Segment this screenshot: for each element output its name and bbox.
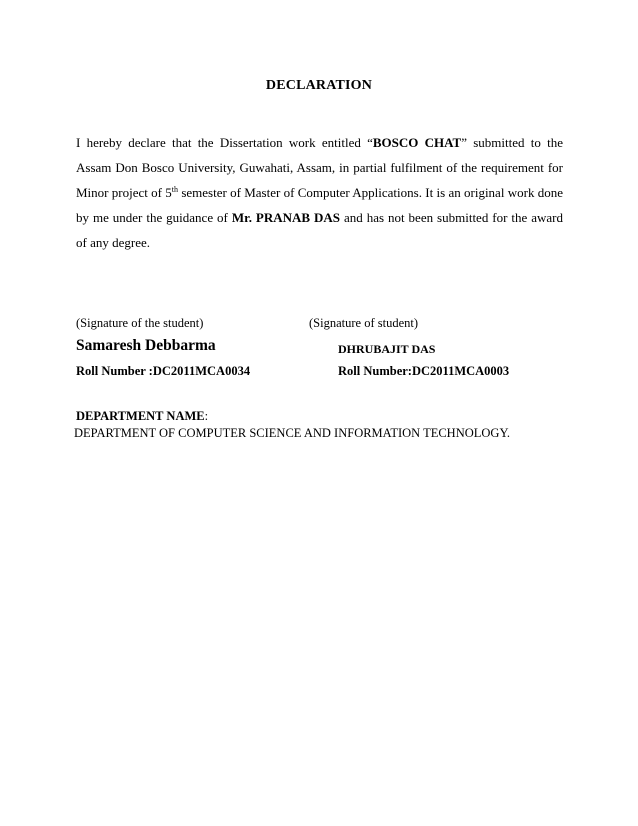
project-name: BOSCO CHAT	[372, 135, 462, 150]
paragraph-text-1: I hereby declare that the Dissertation work entitled “	[76, 135, 373, 150]
paragraph-text-4: and has not been submitted for the award of any degree.	[76, 210, 563, 250]
paragraph-text-3: semester of Master of Computer Applications. It is an original work done by me under the guidance of	[76, 185, 563, 225]
student-name-right: DHRUBAJIT DAS	[338, 342, 436, 356]
page-title: DECLARATION	[265, 78, 373, 93]
student-name-left: Samaresh Debbarma	[76, 337, 216, 354]
paragraph-text-2: ” submitted to the Assam Don Bosco University, Guwahati, Assam, in partial fulfilment of the requirement for Minor project of 5	[76, 135, 563, 200]
department-label-text: DEPARTMENT NAME	[76, 409, 205, 423]
department-label	[76, 409, 208, 424]
guide-name: Mr. PRANAB DAS	[231, 210, 341, 225]
department-label-colon: :	[204, 409, 209, 423]
roll-number-left: Roll Number :DC2011MCA0034	[76, 364, 251, 378]
ordinal-superscript: th	[171, 185, 179, 194]
roll-number-right: Roll Number:DC2011MCA0003	[338, 364, 510, 378]
department-name: DEPARTMENT OF COMPUTER SCIENCE AND INFORMATION TECHNOLOGY.	[74, 426, 510, 440]
student-signature-label-right: (Signature of student)	[309, 316, 419, 330]
student-signature-label-left: (Signature of the student)	[76, 316, 204, 330]
declaration-paragraph	[76, 130, 563, 255]
